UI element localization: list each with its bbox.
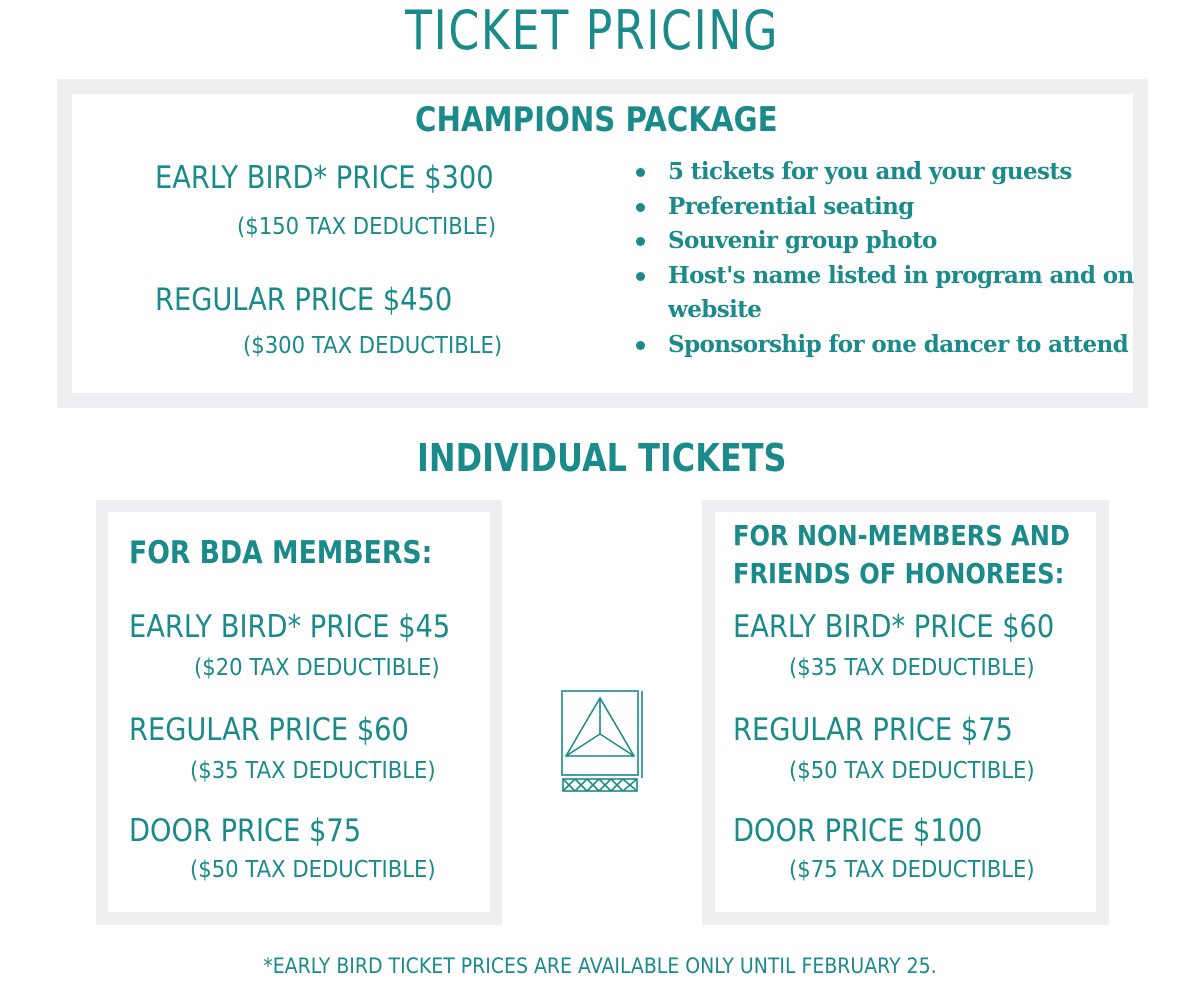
members-door-price: DOOR PRICE $75 [129,813,362,849]
champions-early-bird-price: EARLY BIRD* PRICE $300 [155,160,494,196]
non-members-heading-line1: FOR NON-MEMBERS AND [733,519,1070,552]
list-item: Host's name listed in program and on website [634,259,1134,328]
list-item: Preferential seating [634,190,1134,225]
champions-package-heading: CHAMPIONS PACKAGE [415,100,778,140]
list-item: Sponsorship for one dancer to attend [634,328,1134,363]
champions-early-bird-deductible: ($150 TAX DEDUCTIBLE) [237,214,497,240]
non-members-heading-line2: FRIENDS OF HONOREES: [733,557,1065,590]
list-item: Souvenir group photo [634,224,1134,259]
triangle-stage-logo-icon [558,688,646,796]
members-early-bird-deductible: ($20 TAX DEDUCTIBLE) [194,655,440,681]
champions-regular-price: REGULAR PRICE $450 [155,282,453,318]
bullet-icon [636,203,645,212]
champions-benefits-list [634,155,1134,362]
champions-regular-deductible: ($300 TAX DEDUCTIBLE) [243,333,503,359]
non-members-regular-deductible: ($50 TAX DEDUCTIBLE) [789,758,1035,784]
members-early-bird-price: EARLY BIRD* PRICE $45 [129,609,451,645]
non-members-regular-price: REGULAR PRICE $75 [733,712,1013,748]
bullet-icon [636,341,645,350]
members-door-deductible: ($50 TAX DEDUCTIBLE) [190,857,436,883]
members-heading: FOR BDA MEMBERS: [129,535,433,571]
page-title: TICKET PRICING [404,0,780,62]
non-members-door-deductible: ($75 TAX DEDUCTIBLE) [789,857,1035,883]
list-item: 5 tickets for you and your guests [634,155,1134,190]
individual-tickets-heading: INDIVIDUAL TICKETS [417,436,787,480]
non-members-early-bird-deductible: ($35 TAX DEDUCTIBLE) [789,655,1035,681]
bullet-icon [636,168,645,177]
members-regular-deductible: ($35 TAX DEDUCTIBLE) [190,758,436,784]
bullet-icon [636,272,645,281]
bullet-icon [636,237,645,246]
members-regular-price: REGULAR PRICE $60 [129,712,409,748]
non-members-door-price: DOOR PRICE $100 [733,813,983,849]
non-members-early-bird-price: EARLY BIRD* PRICE $60 [733,609,1055,645]
early-bird-footnote: *EARLY BIRD TICKET PRICES ARE AVAILABLE ONLY UNTIL FEBRUARY 25. [263,954,937,978]
